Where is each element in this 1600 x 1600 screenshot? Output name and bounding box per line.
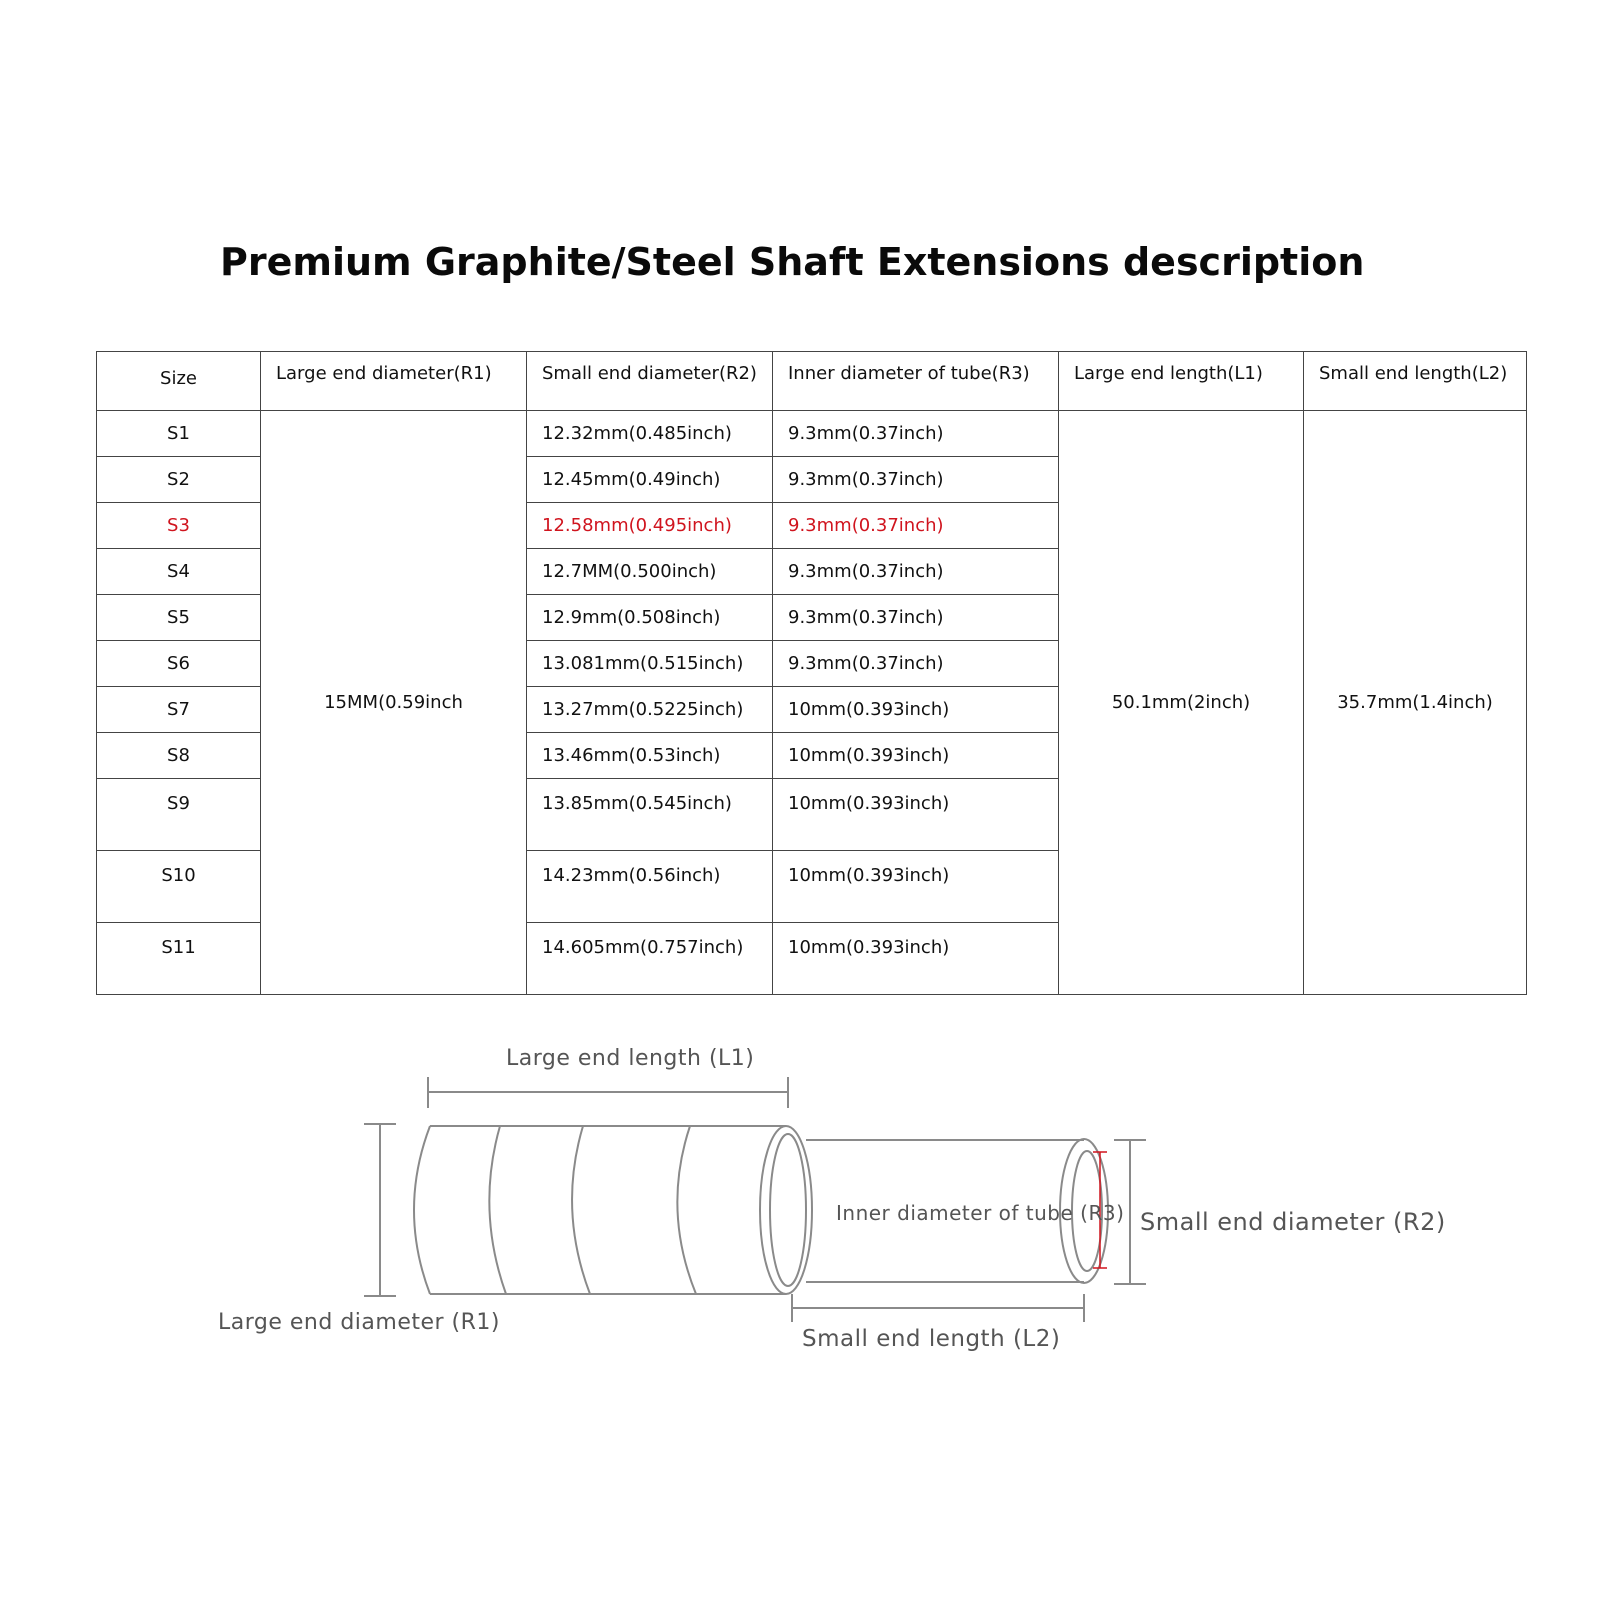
label-large-end-length: Large end length (L1) (506, 1046, 755, 1071)
label-small-end-length: Small end length (L2) (802, 1326, 1061, 1352)
cell-small-end-diameter: 13.27mm(0.5225inch) (527, 687, 773, 733)
page-title: Premium Graphite/Steel Shaft Extensions description (220, 240, 1365, 284)
large-end-ring-2 (572, 1126, 590, 1294)
header-large-end-length: Large end length(L1) (1059, 352, 1304, 411)
cell-inner-diameter: 9.3mm(0.37inch) (773, 503, 1059, 549)
cell-size: S6 (97, 641, 261, 687)
cell-size: S11 (97, 923, 261, 995)
cell-inner-diameter: 9.3mm(0.37inch) (773, 411, 1059, 457)
cell-small-end-diameter: 13.46mm(0.53inch) (527, 733, 773, 779)
header-inner-diameter: Inner diameter of tube(R3) (773, 352, 1059, 411)
cell-inner-diameter: 10mm(0.393inch) (773, 923, 1059, 995)
cell-small-end-diameter: 14.23mm(0.56inch) (527, 851, 773, 923)
cell-inner-diameter: 9.3mm(0.37inch) (773, 457, 1059, 503)
cell-small-end-length: 35.7mm(1.4inch) (1304, 411, 1527, 995)
cell-inner-diameter: 9.3mm(0.37inch) (773, 549, 1059, 595)
large-end-left-edge (414, 1126, 430, 1294)
cell-inner-diameter: 9.3mm(0.37inch) (773, 641, 1059, 687)
cell-size: S3 (97, 503, 261, 549)
large-end-body (430, 1126, 786, 1294)
cell-size: S10 (97, 851, 261, 923)
cell-large-end-diameter: 15MM(0.59inch (261, 411, 527, 995)
large-end-ring-1 (489, 1126, 506, 1294)
label-small-end-diameter: Small end diameter (R2) (1140, 1208, 1446, 1236)
cell-inner-diameter: 9.3mm(0.37inch) (773, 595, 1059, 641)
cell-size: S4 (97, 549, 261, 595)
large-end-outer-rim (760, 1126, 812, 1294)
cell-inner-diameter: 10mm(0.393inch) (773, 851, 1059, 923)
cell-small-end-diameter: 12.7MM(0.500inch) (527, 549, 773, 595)
cell-inner-diameter: 10mm(0.393inch) (773, 779, 1059, 851)
large-end-ring-3 (677, 1126, 696, 1294)
cell-small-end-diameter: 12.45mm(0.49inch) (527, 457, 773, 503)
cell-small-end-diameter: 13.081mm(0.515inch) (527, 641, 773, 687)
cell-small-end-diameter: 12.9mm(0.508inch) (527, 595, 773, 641)
cell-size: S1 (97, 411, 261, 457)
large-end-inner-rim (770, 1134, 806, 1286)
cell-inner-diameter: 10mm(0.393inch) (773, 733, 1059, 779)
cell-inner-diameter: 10mm(0.393inch) (773, 687, 1059, 733)
cell-small-end-diameter: 13.85mm(0.545inch) (527, 779, 773, 851)
label-inner-diameter: Inner diameter of tube (R3) (836, 1201, 1125, 1225)
header-size: Size (97, 352, 261, 411)
cell-size: S2 (97, 457, 261, 503)
cell-small-end-diameter: 12.58mm(0.495inch) (527, 503, 773, 549)
label-large-end-diameter: Large end diameter (R1) (218, 1310, 500, 1335)
header-large-end-diameter: Large end diameter(R1) (261, 352, 527, 411)
cell-size: S9 (97, 779, 261, 851)
cell-large-end-length: 50.1mm(2inch) (1059, 411, 1304, 995)
cell-small-end-diameter: 14.605mm(0.757inch) (527, 923, 773, 995)
cell-size: S7 (97, 687, 261, 733)
cell-size: S5 (97, 595, 261, 641)
header-small-end-length: Small end length(L2) (1304, 352, 1527, 411)
cell-size: S8 (97, 733, 261, 779)
header-small-end-diameter: Small end diameter(R2) (527, 352, 773, 411)
cell-small-end-diameter: 12.32mm(0.485inch) (527, 411, 773, 457)
